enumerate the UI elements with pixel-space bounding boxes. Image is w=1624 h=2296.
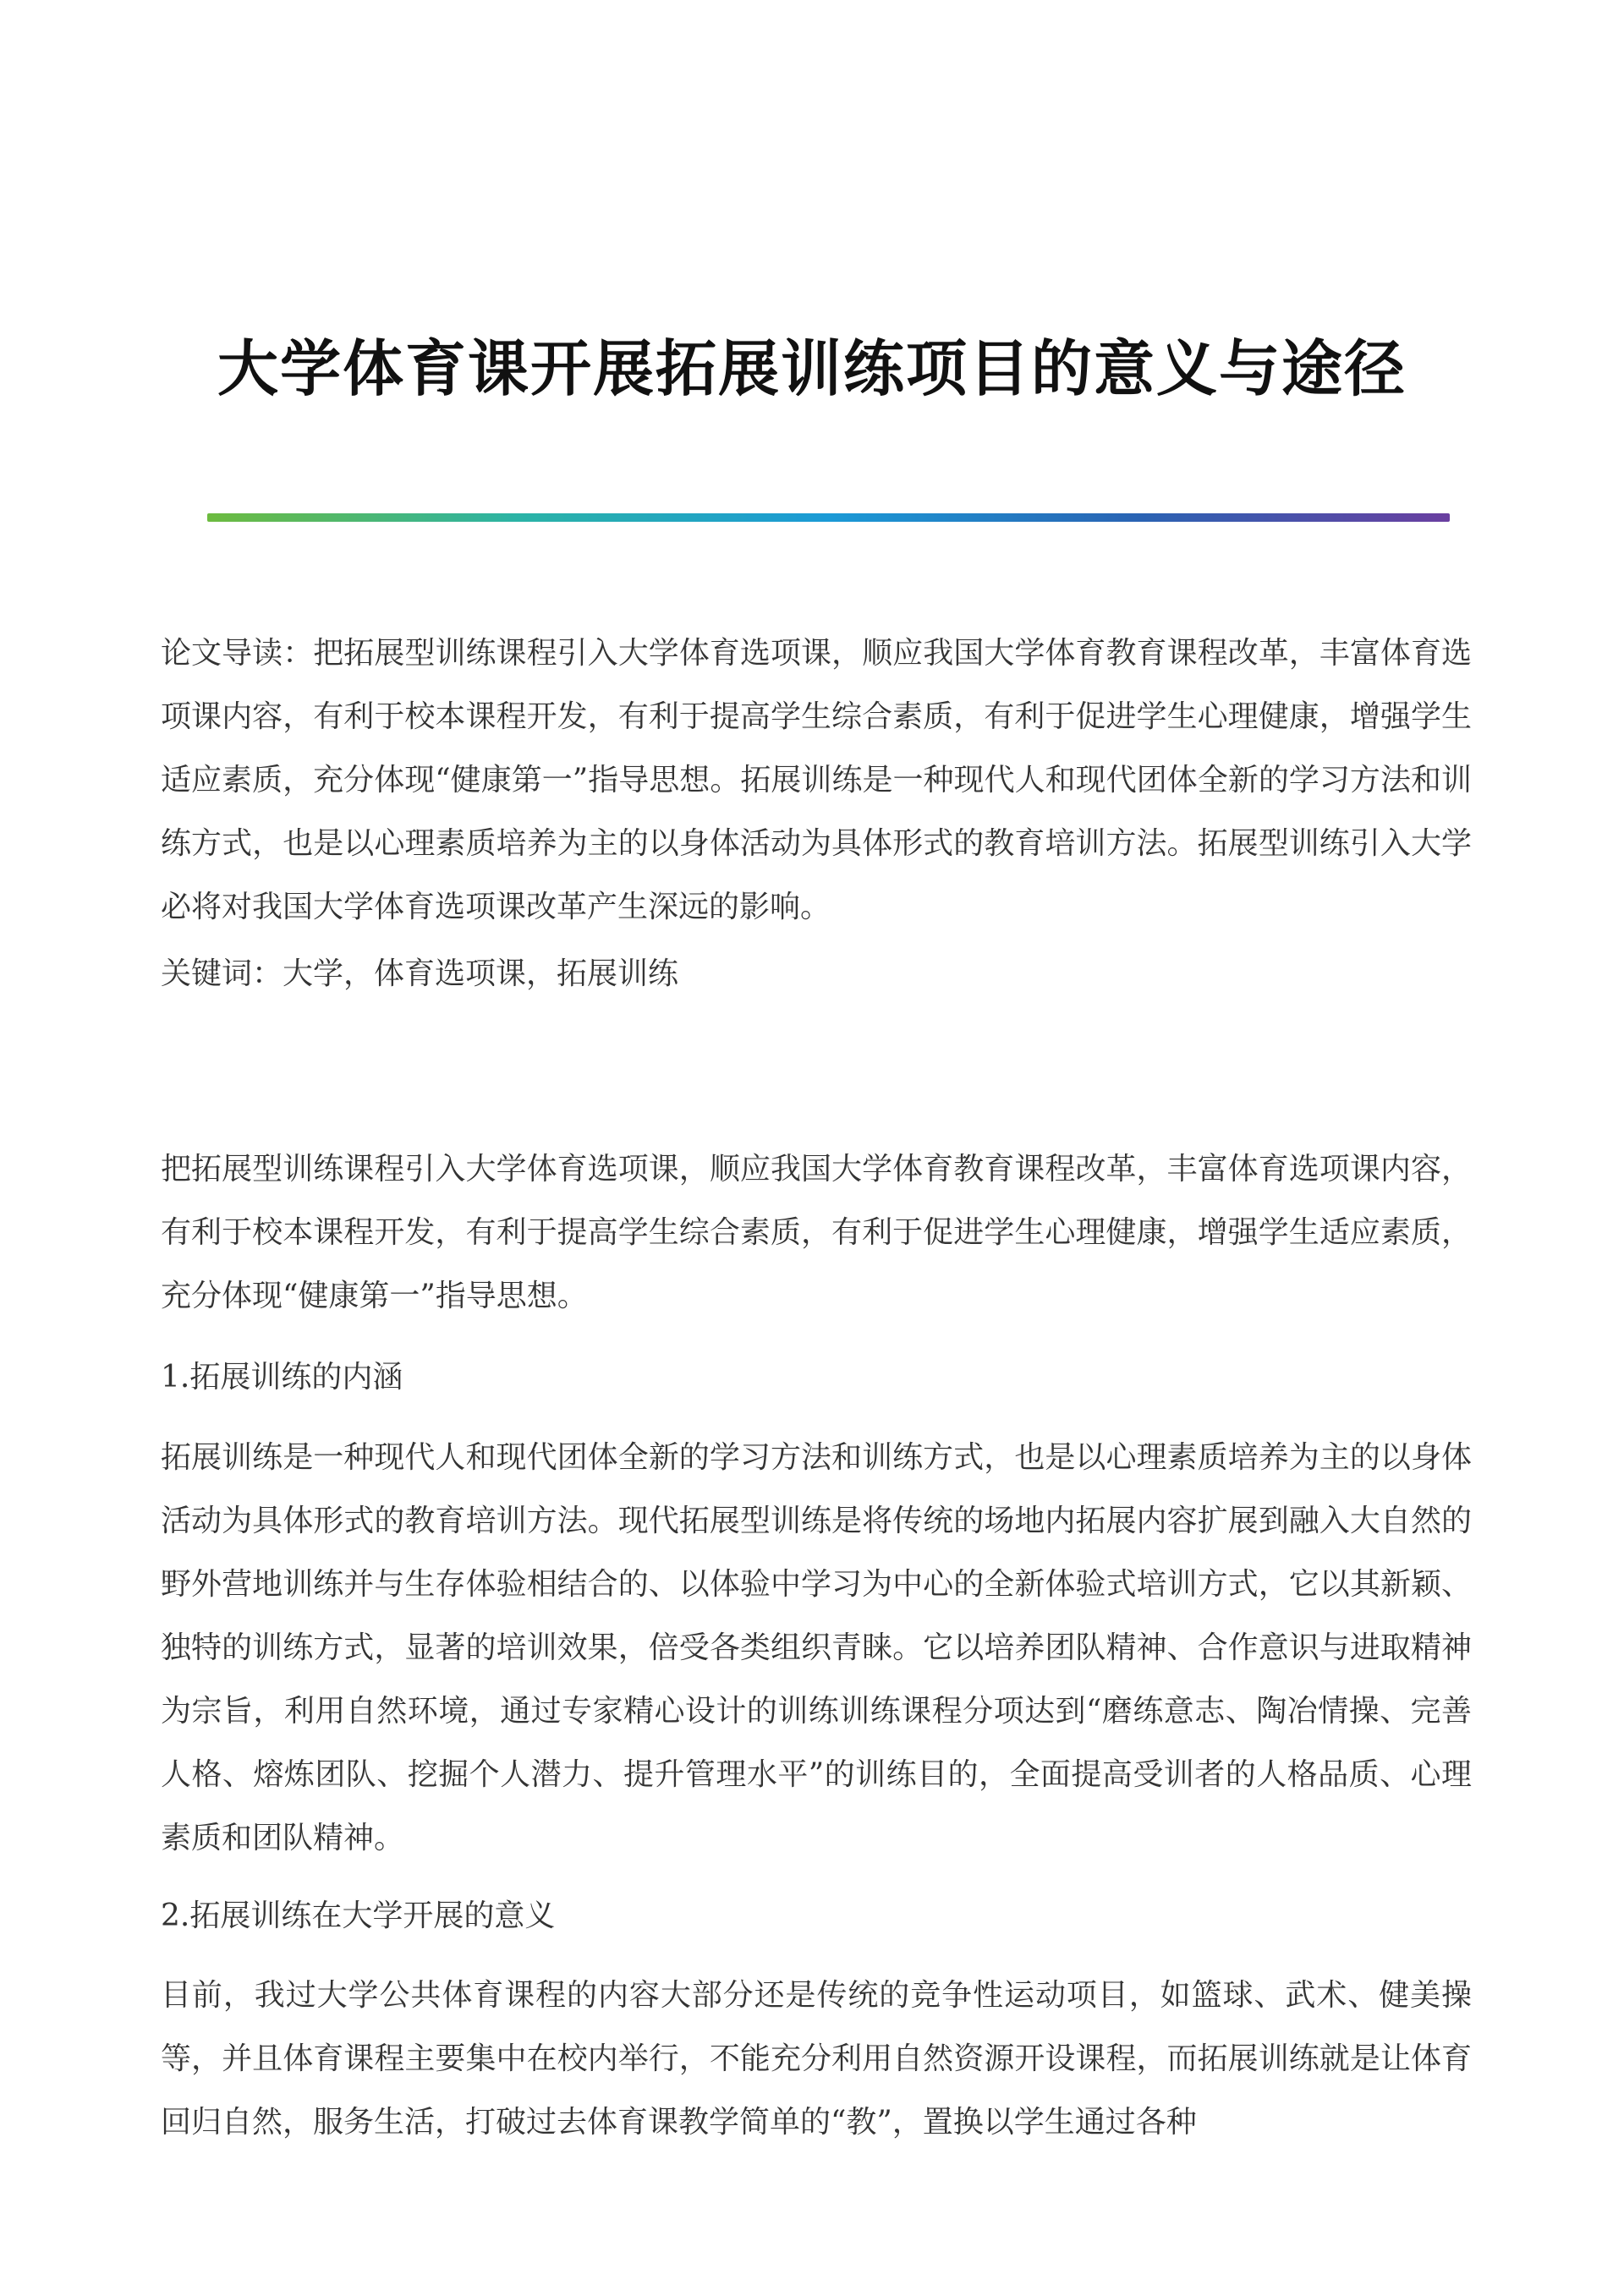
keywords-text: 大学，体育选项课，拓展训练	[283, 956, 679, 991]
document-title: 大学体育课开展拓展训练项目的意义与途径	[217, 333, 1407, 404]
abstract-label: 论文导读：	[161, 636, 314, 671]
abstract-text: 把拓展型训练课程引入大学体育选项课，顺应我国大学体育教育课程改革，丰富体育选项课内容，有利于校本课程开发，有利于提高学生综合素质，有利于促进学生心理健康，增强学生适应素质，充分体现“健康第一”指导思想。拓展训练是一种现代人和现代团体全新的学习方法和训练方式，也是以心理素质培养为主的以身体活动为具体形式的教育培训方法。拓展型训练引入大学必将对我国大学体育选项课改革产生深远的影响。	[161, 636, 1472, 924]
section1-paragraph: 拓展训练是一种现代人和现代团体全新的学习方法和训练方式，也是以心理素质培养为主的以身体活动为具体形式的教育培训方法。现代拓展型训练是将传统的场地内拓展内容扩展到融入大自然的野外营地训练并与生存体验相结合的、以体验中学习为中心的全新体验式培训方式，它以其新颖、独特的训练方式，显著的培训效果，倍受各类组织青睐。它以培养团队精神、合作意识与进取精神为宗旨，利用自然环境，通过专家精心设计的训练训练课程分项达到“磨练意志、陶冶情操、完善人格、熔炼团队、挖掘个人潜力、提升管理水平”的训练目的，全面提高受训者的人格品质、心理素质和团队精神。	[161, 1440, 1472, 1855]
abstract-paragraph	[161, 622, 1472, 939]
intro-paragraph: 把拓展型训练课程引入大学体育选项课，顺应我国大学体育教育课程改革，丰富体育选项课内容，有利于校本课程开发，有利于提高学生综合素质，有利于促进学生心理健康，增强学生适应素质，充分体现“健康第一”指导思想。	[161, 1152, 1472, 1313]
section2-paragraph: 目前，我过大学公共体育课程的内容大部分还是传统的竞争性运动项目，如篮球、武术、健美操等，并且体育课程主要集中在校内举行，不能充分利用自然资源开设课程，而拓展训练就是让体育回归自然，服务生活，打破过去体育课教学简单的“教”，置换以学生通过各种	[161, 1978, 1472, 2140]
keywords-label: 关键词：	[161, 956, 283, 991]
keywords-line	[161, 942, 1472, 1006]
section2-heading: 2.拓展训练在大学开展的意义	[161, 1899, 556, 1933]
title-divider	[207, 513, 1450, 522]
section1-heading: 1.拓展训练的内涵	[161, 1360, 403, 1395]
